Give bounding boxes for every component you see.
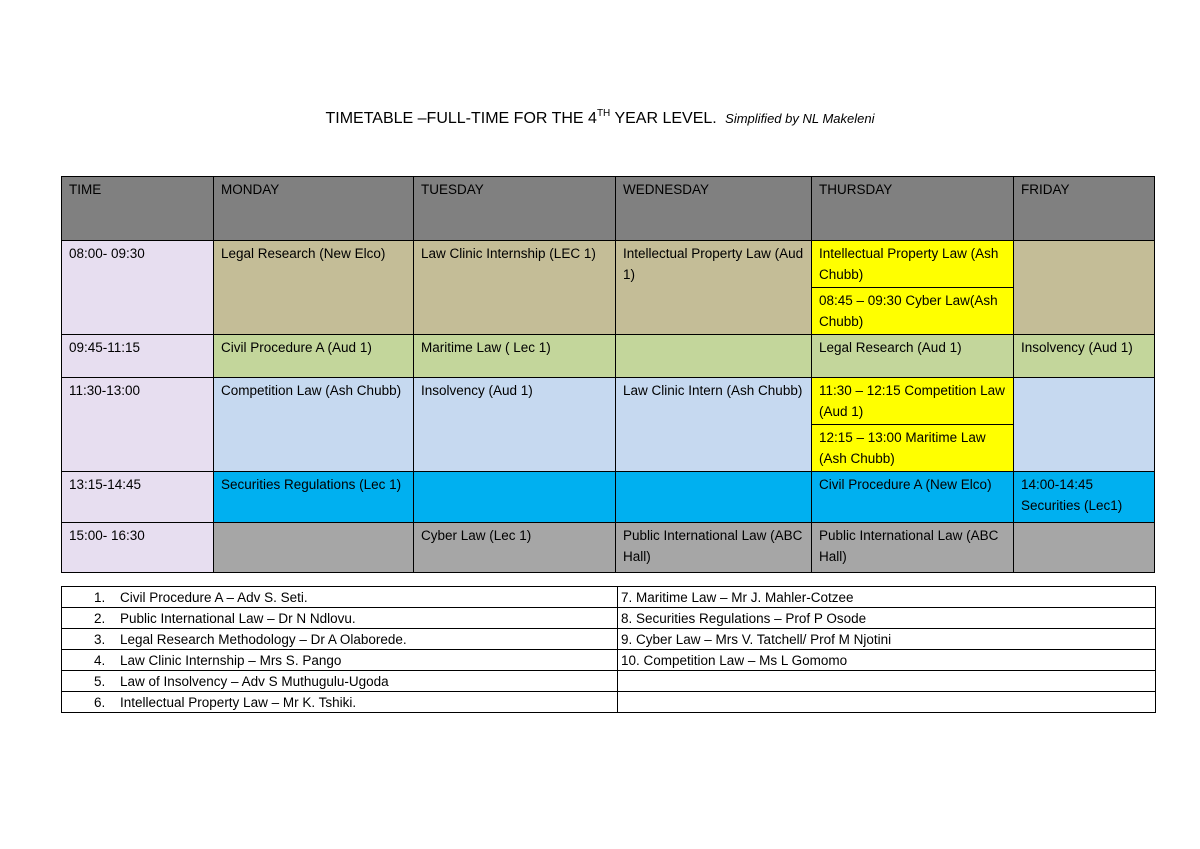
table-row — [62, 241, 1155, 288]
class-cell-friday — [1014, 523, 1155, 573]
legend-text: Civil Procedure A – Adv S. Seti. — [120, 589, 308, 605]
legend-text: Law of Insolvency – Adv S Muthugulu-Ugoda — [120, 673, 389, 689]
class-cell-tuesday — [414, 472, 616, 523]
page-title — [0, 108, 1200, 128]
class-cell-wednesday — [616, 472, 812, 523]
class-cell-thursday: Civil Procedure A (New Elco) — [812, 472, 1014, 523]
class-cell-thursday: 12:15 – 13:00 Maritime Law (Ash Chubb) — [812, 425, 1014, 472]
time-cell: 13:15-14:45 — [62, 472, 214, 523]
class-cell-thursday: Intellectual Property Law (Ash Chubb) — [812, 241, 1014, 288]
legend-item — [62, 671, 618, 692]
class-cell-monday: Legal Research (New Elco) — [214, 241, 414, 335]
table-row — [62, 472, 1155, 523]
class-cell-monday: Civil Procedure A (Aud 1) — [214, 335, 414, 378]
legend-row — [62, 671, 1156, 692]
header-tuesday: TUESDAY — [414, 177, 616, 241]
header-thursday: THURSDAY — [812, 177, 1014, 241]
legend-item: 9. Cyber Law – Mrs V. Tatchell/ Prof M Njotini — [618, 629, 1156, 650]
class-cell-wednesday: Law Clinic Intern (Ash Chubb) — [616, 378, 812, 472]
lecturer-legend — [61, 586, 1156, 713]
legend-text: Legal Research Methodology – Dr A Olaborede. — [120, 631, 407, 647]
legend-item: 8. Securities Regulations – Prof P Osode — [618, 608, 1156, 629]
class-cell-tuesday: Insolvency (Aud 1) — [414, 378, 616, 472]
class-cell-tuesday: Law Clinic Internship (LEC 1) — [414, 241, 616, 335]
time-cell: 15:00- 16:30 — [62, 523, 214, 573]
header-wednesday: WEDNESDAY — [616, 177, 812, 241]
legend-item: 7. Maritime Law – Mr J. Mahler-Cotzee — [618, 587, 1156, 608]
legend-item: 10. Competition Law – Ms L Gomomo — [618, 650, 1156, 671]
legend-row — [62, 650, 1156, 671]
legend-item — [618, 692, 1156, 713]
class-cell-thursday: 11:30 – 12:15 Competition Law (Aud 1) — [812, 378, 1014, 425]
legend-number: 5. — [94, 673, 106, 689]
legend-number: 4. — [94, 652, 106, 668]
header-monday: MONDAY — [214, 177, 414, 241]
legend-row — [62, 692, 1156, 713]
time-cell: 09:45-11:15 — [62, 335, 214, 378]
class-cell-friday — [1014, 378, 1155, 472]
time-cell: 11:30-13:00 — [62, 378, 214, 472]
legend-item — [618, 671, 1156, 692]
legend-row — [62, 587, 1156, 608]
legend-item — [62, 608, 618, 629]
legend-text: Intellectual Property Law – Mr K. Tshiki. — [120, 694, 357, 710]
legend-text: Public International Law – Dr N Ndlovu. — [120, 610, 356, 626]
table-row — [62, 523, 1155, 573]
class-cell-thursday: 08:45 – 09:30 Cyber Law(Ash Chubb) — [812, 288, 1014, 335]
legend-text: Law Clinic Internship – Mrs S. Pango — [120, 652, 342, 668]
time-cell: 08:00- 09:30 — [62, 241, 214, 335]
class-cell-wednesday: Public International Law (ABC Hall) — [616, 523, 812, 573]
title-superscript: TH — [596, 108, 611, 119]
legend-row — [62, 629, 1156, 650]
class-cell-friday — [1014, 241, 1155, 335]
table-row — [62, 378, 1155, 425]
timetable — [61, 176, 1155, 573]
legend-number: 1. — [94, 589, 106, 605]
legend-item — [62, 629, 618, 650]
class-cell-monday — [214, 523, 414, 573]
title-rest: YEAR LEVEL. — [610, 110, 717, 127]
legend-row — [62, 608, 1156, 629]
class-cell-tuesday: Cyber Law (Lec 1) — [414, 523, 616, 573]
class-cell-wednesday — [616, 335, 812, 378]
class-cell-friday: 14:00-14:45 Securities (Lec1) — [1014, 472, 1155, 523]
title-subtitle: Simplified by NL Makeleni — [725, 111, 875, 126]
class-cell-tuesday: Maritime Law ( Lec 1) — [414, 335, 616, 378]
legend-item — [62, 650, 618, 671]
class-cell-friday: Insolvency (Aud 1) — [1014, 335, 1155, 378]
class-cell-thursday: Public International Law (ABC Hall) — [812, 523, 1014, 573]
header-friday: FRIDAY — [1014, 177, 1155, 241]
legend-item — [62, 692, 618, 713]
legend-item — [62, 587, 618, 608]
legend-number: 3. — [94, 631, 106, 647]
legend-number: 6. — [94, 694, 106, 710]
class-cell-wednesday: Intellectual Property Law (Aud 1) — [616, 241, 812, 335]
class-cell-monday: Competition Law (Ash Chubb) — [214, 378, 414, 472]
title-main: TIMETABLE –FULL-TIME FOR THE 4 — [325, 110, 597, 127]
class-cell-thursday: Legal Research (Aud 1) — [812, 335, 1014, 378]
class-cell-monday: Securities Regulations (Lec 1) — [214, 472, 414, 523]
table-row — [62, 335, 1155, 378]
legend-number: 2. — [94, 610, 106, 626]
header-row — [62, 177, 1155, 241]
header-time: TIME — [62, 177, 214, 241]
